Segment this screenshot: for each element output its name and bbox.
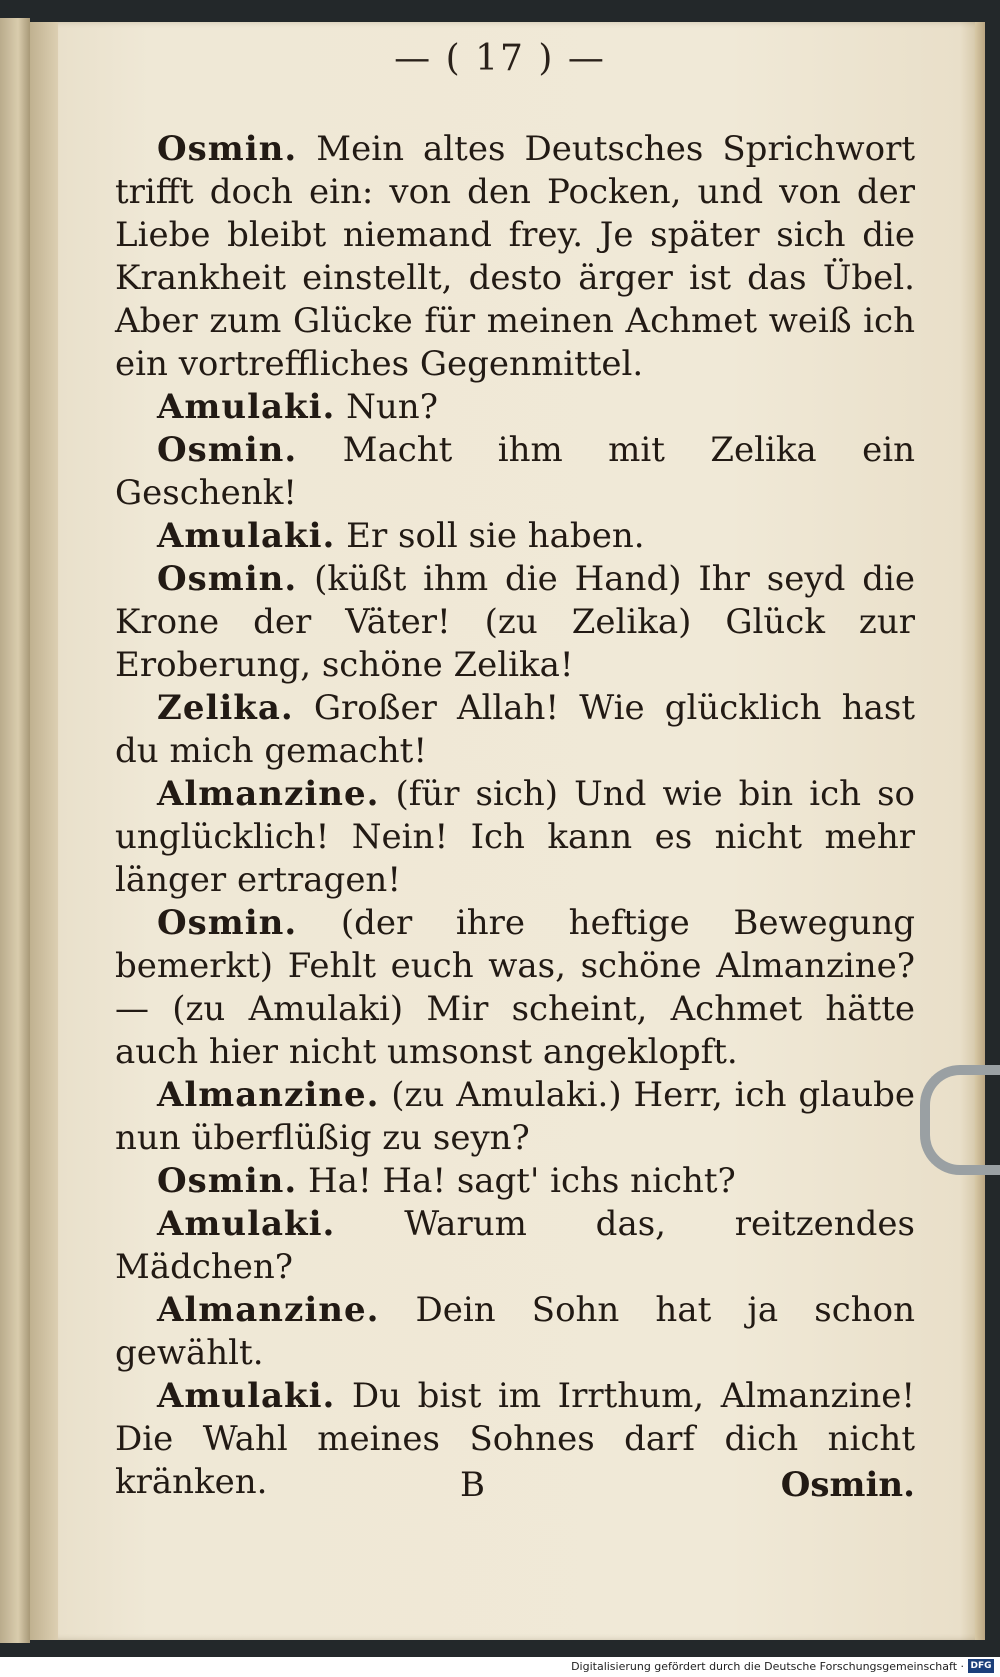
digitization-footer [0,1657,1000,1677]
dfg-logo: DFG [968,1659,994,1673]
speaker: Osmin. [157,903,298,943]
speaker: Osmin. [157,1161,298,1201]
page-clip [920,1065,1000,1175]
left-page-edge [0,18,30,1643]
speech-3 [115,429,915,515]
speech-1 [115,128,915,386]
speaker: Almanzine. [157,774,380,814]
catchword-row [115,1465,915,1515]
page-text [115,128,915,1504]
speaker: Amulaki. [157,1204,336,1244]
footer-credit: Digitalisierung gefördert durch die Deutsche Forschungsgemeinschaft · [571,1660,964,1673]
speech-text: Dein Sohn hat ja schon gewählt. [115,1290,915,1373]
speech-5 [115,558,915,687]
speech-11 [115,1203,915,1289]
page-number: — ( 17 ) — [394,38,606,79]
speaker: Amulaki. [157,516,336,556]
speech-text: (zu Amulaki.) Herr, ich glaube nun überflüßig zu seyn? [115,1075,916,1158]
page-gutter [30,22,58,1640]
page-right-edge [975,22,985,1640]
speech-text: Du bist im Irrthum, Almanzine! Die Wahl meines Sohnes darf dich nicht kränken. [115,1376,915,1502]
speech-text: Macht ihm mit Zelika ein Geschenk! [115,430,916,513]
speech-7 [115,773,915,902]
speech-text: (der ihre heftige Bewegung bemerkt) Fehlt euch was, schöne Almanzine? — (zu Amulaki) Mir scheint, Achmet hätte auch hier nicht umsonst angeklopft. [115,903,915,1072]
speech-10 [115,1160,915,1203]
speaker: Zelika. [157,688,294,728]
speaker: Osmin. [157,430,298,470]
speech-text: (für sich) Und wie bin ich so unglücklich! Nein! Ich kann es nicht mehr länger ertragen! [115,774,915,900]
speaker: Osmin. [157,559,298,599]
speaker: Osmin. [157,129,298,169]
speech-text: Nun? [346,387,438,427]
speech-12 [115,1289,915,1375]
speaker: Almanzine. [157,1290,380,1330]
speaker: Amulaki. [157,1376,336,1416]
speech-text: Großer Allah! Wie glücklich hast du mich gemacht! [115,688,915,771]
speaker: Almanzine. [157,1075,380,1115]
speaker: Amulaki. [157,387,336,427]
speech-text: Mein altes Deutsches Sprichwort trifft doch ein: von den Pocken, und von der Liebe bleibt niemand frey. Je später sich die Krankheit einstellt, desto ärger ist das Übel. Aber zum Glücke für meinen Achmet weiß ich ein vortreffliches Gegenmittel. [115,129,915,384]
speech-4 [115,515,915,558]
speech-2 [115,386,915,429]
speech-9 [115,1074,915,1160]
speech-text: Warum das, reitzendes Mädchen? [115,1204,915,1287]
speech-text: (küßt ihm die Hand) Ihr seyd die Krone der Väter! (zu Zelika) Glück zur Eroberung, schöne Zelika! [115,559,915,685]
speech-text: Er soll sie haben. [346,516,645,556]
speech-8 [115,902,915,1074]
catchword: Osmin. [780,1465,915,1505]
speech-text: Ha! Ha! sagt' ichs nicht? [308,1161,736,1201]
speech-6 [115,687,915,773]
signature-mark: B [460,1465,485,1505]
